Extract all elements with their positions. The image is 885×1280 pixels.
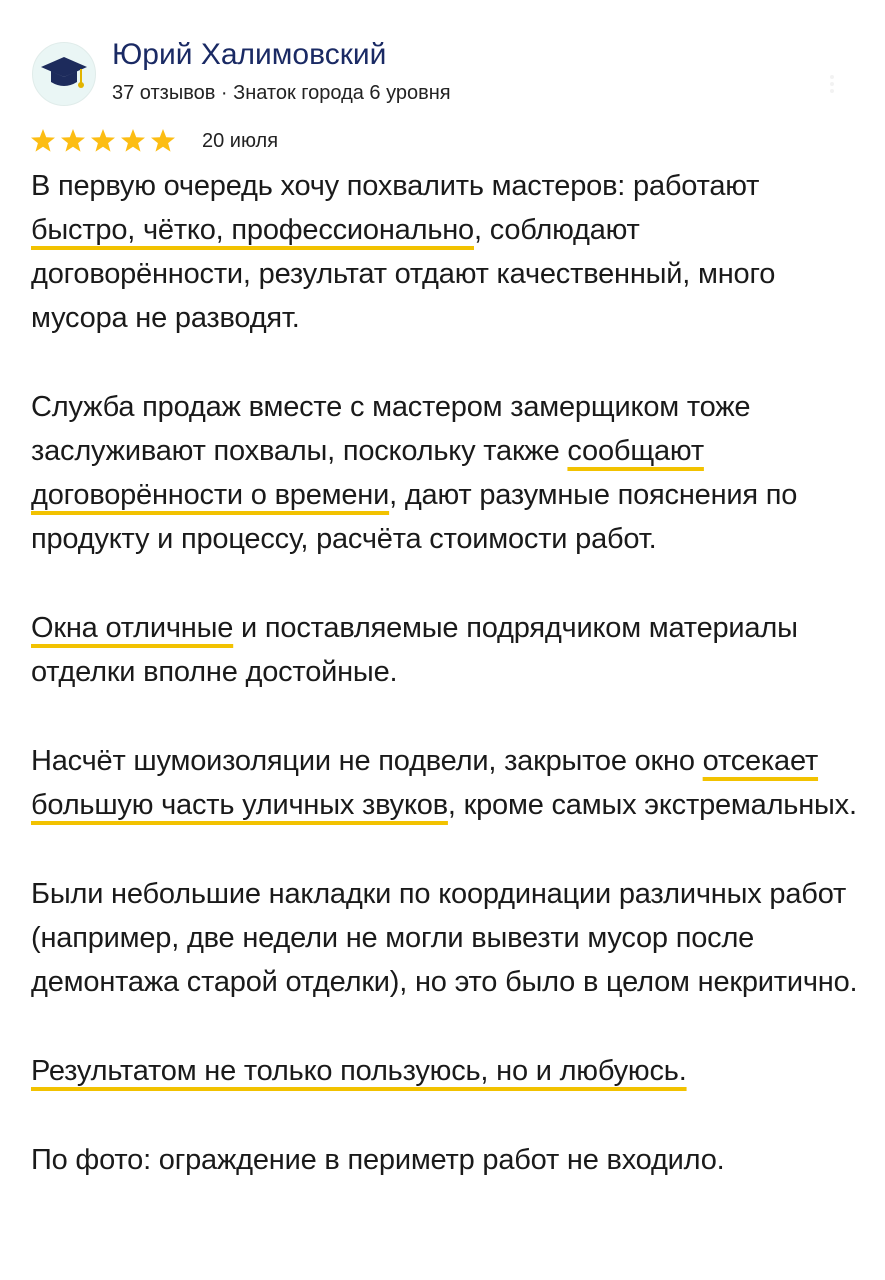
text-segment: Насчёт шумоизоляции не подвели, закрытое окно xyxy=(31,745,703,777)
star-icon xyxy=(120,128,146,154)
more-options-icon[interactable] xyxy=(820,72,844,96)
text-segment: , кроме самых экстремальных. xyxy=(447,789,857,821)
text-segment: , соблюдают договорённости, результат отдают качественный, много мусора не разводят. xyxy=(31,214,776,334)
review-header xyxy=(30,38,850,108)
graduation-cap-icon xyxy=(39,51,89,97)
review-paragraph xyxy=(31,606,861,694)
text-segment: В первую очередь хочу похвалить мастеров: работают xyxy=(31,170,760,202)
review-text xyxy=(31,164,861,1227)
highlighted-phrase: быстро, чётко, профессионально xyxy=(31,214,474,246)
avatar[interactable] xyxy=(32,42,96,106)
review-paragraph xyxy=(31,385,861,561)
rating-row xyxy=(30,128,430,158)
review-paragraph xyxy=(31,1138,861,1182)
text-segment: Служба продаж вместе с мастером замерщиком тоже заслуживают похвалы, поскольку также xyxy=(31,391,751,467)
review-paragraph xyxy=(31,739,861,827)
review-paragraph xyxy=(31,872,861,1004)
highlighted-phrase: отсекает большую часть уличных звуков xyxy=(31,745,819,821)
text-segment: , дают разумные пояснения по продукту и процессу, расчёта стоимости работ. xyxy=(31,479,798,555)
review-paragraph xyxy=(31,164,861,340)
star-rating xyxy=(30,128,180,156)
review-date: 20 июля xyxy=(202,130,279,152)
star-icon xyxy=(60,128,86,154)
text-segment: Были небольшие накладки по координации различных работ (например, две недели не могли вывезти мусор после демонтажа старой отделки), но это было в целом некритично. xyxy=(31,878,858,998)
highlighted-phrase: Результатом не только пользуюсь, но и любуюсь. xyxy=(31,1055,687,1087)
highlighted-phrase: сообщают договорённости о времени xyxy=(31,435,704,511)
review-paragraph xyxy=(31,1049,861,1093)
author-meta: 37 отзывов · Знаток города 6 уровня xyxy=(112,82,451,104)
star-icon xyxy=(30,128,56,154)
text-segment: и поставляемые подрядчиком материалы отделки вполне достойные. xyxy=(31,612,798,688)
star-icon xyxy=(150,128,176,154)
highlighted-phrase: Окна отличные xyxy=(31,612,234,644)
star-icon xyxy=(90,128,116,154)
text-segment: По фото: ограждение в периметр работ не входило. xyxy=(31,1144,725,1176)
author-name[interactable]: Юрий Халимовский xyxy=(112,38,387,71)
